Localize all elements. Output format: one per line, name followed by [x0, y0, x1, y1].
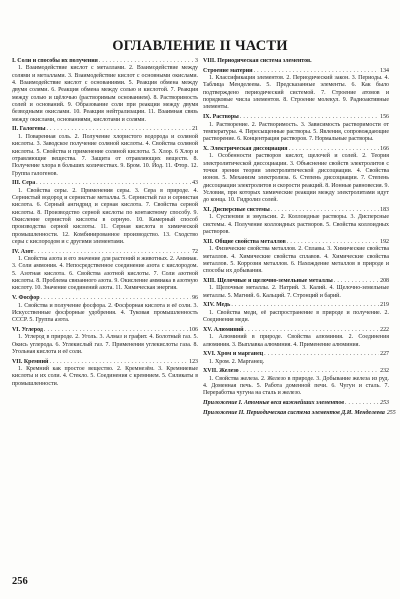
toc-entry — [12, 359, 198, 388]
toc-entry — [203, 278, 389, 300]
chapter-page-number: 134 — [380, 67, 389, 74]
toc-entry-heading-line — [203, 68, 389, 75]
chapter-sections: 1. Кремний как простое вещество. 2. Кремнезём. 3. Кремниевые кислоты и их соли. 4. Стекло. 5. Соединения с кремнием. 5. Силикаты в промышленности. — [12, 366, 198, 387]
toc-entry-heading-line — [203, 58, 389, 65]
toc-entry-heading-line — [203, 368, 389, 375]
leader-dots — [231, 302, 379, 309]
chapter-title: XVI. Хром и марганец — [203, 351, 264, 358]
toc-right-column — [203, 58, 396, 420]
chapter-title: I. Соли и способы их получения — [12, 58, 98, 64]
chapter-title: Строение материи — [203, 67, 253, 74]
toc-left-column — [12, 58, 198, 391]
chapter-sections: 1. Алюминий в природе. Свойства алюминия. 2. Соединения алюминия. 3. Выплавка алюминия. 4. Применение алюминия. — [203, 334, 389, 348]
chapter-sections: 1. Взаимодействие кислот с металлами. 2. Взаимодействие между солями и металлами. 3. Взаимодействие кислот с основными окислами. 4. Взаимодействие кислот с основаниями. 5. Реакция обмена между двумя солями. 6. Реакция обмена между солью и кислотой. 7. Реакция между солью и щёлочью (растворимым основанием). 8. Растворимость солей и оснований. 9. Образование соли при реакции между двумя безводными окислами. 10. Реакция нейтрализации. 11. Взаимная связь между окислами, основаниями, кислотами и солями. — [12, 65, 198, 123]
chapter-page-number: 222 — [380, 326, 389, 333]
toc-entry-heading-line — [12, 295, 198, 302]
chapter-title: XV. Алюминий — [203, 326, 244, 333]
toc-entry-heading-line — [203, 302, 389, 309]
leader-dots — [240, 368, 379, 375]
chapter-page-number: 123 — [189, 358, 198, 365]
toc-entry-heading-line — [203, 114, 389, 121]
chapter-title: VI. Углерод — [12, 326, 43, 333]
chapter-title: V. Фосфор — [12, 295, 40, 302]
toc-entry-heading-line — [12, 180, 198, 187]
chapter-title: Приложение II. Периодическая система элементов Д.И. Менделеева — [203, 409, 385, 416]
chapter-page-number: 192 — [380, 238, 389, 245]
toc-entry-heading-line — [203, 409, 396, 417]
toc-entry — [12, 249, 198, 293]
chapter-page-number: 232 — [380, 368, 389, 375]
chapter-sections: 1. Свойства азота и его значение для растений и животных. 2. Аммиак. 3. Соли аммония. 4. Непосредственное соединение азота с кислородом. 5. Азотная кислота. 6. Свойства азотной кислоты. 7. Соли азотной кислоты. 8. Проблема связанного азота. 9. Окисление аммиака в азотную кислоту. 10. Значение соединений азота. 11. Химическая энергия. — [12, 256, 198, 292]
chapter-title: VIII. Периодическая система элементов. — [203, 58, 312, 64]
chapter-title: VII. Кремний — [12, 358, 49, 365]
chapter-sections: 1. Свойства железа. 2. Железо в природе. 3. Добывание железа из руд. 4. Доменная печь. 5. Работа доменной печи. 6. Чугун и сталь. 7. Переработка чугуна на сталь и железо. — [203, 375, 389, 397]
toc-entry — [203, 58, 389, 65]
chapter-title: Приложение I. Атомные веса важнейших элементов — [203, 400, 345, 407]
toc-entry — [12, 327, 198, 356]
chapter-sections: 1. Суспензии и эмульсии. 2. Коллоидные растворы. 3. Дисперсные системы. 4. Получение коллоидных растворов. 5. Свойства коллоидных растворов. — [203, 214, 389, 236]
chapter-sections: 1. Углерод в природе. 2. Уголь. 3. Алмаз и графит. 4. Болотный газ. 5. Окись углерода. 6. Углекислый газ. 7. Применения углекислоты газа. 8. Угольная кислота и её соли. — [12, 334, 198, 356]
toc-entry-heading-line — [203, 351, 389, 358]
toc-entry — [203, 327, 389, 349]
chapter-page-number: 183 — [380, 207, 389, 214]
leader-dots — [49, 359, 188, 366]
chapter-title: IV. Азот — [12, 248, 34, 255]
toc-entry — [203, 146, 389, 205]
toc-entry — [203, 409, 396, 417]
toc-entry-heading-line — [12, 249, 198, 256]
toc-entry — [12, 126, 198, 177]
toc-entry-heading-line — [203, 400, 389, 407]
leader-dots — [36, 180, 191, 187]
chapter-page-number: 255 — [386, 409, 396, 416]
leader-dots — [46, 126, 191, 133]
leader-dots — [271, 207, 379, 214]
toc-entry — [12, 295, 198, 324]
chapter-sections: 1. Хром. 2. Марганец. — [209, 358, 265, 365]
leader-dots — [254, 68, 380, 75]
page-title: ОГЛАВЛЕНИЕ II ЧАСТИ — [112, 38, 288, 54]
chapter-page-number: 156 — [380, 114, 389, 121]
chapter-sections: 1. Поваренная соль. 2. Получение хлористого водорода и соляной кислоты. 3. Заводское получение соляной кислоты. 4. Свойства соляной кислоты. 5. Свойства и применение соляной кислоты. 5. Хлор. 6 Хлор и отравляющие вещества. 7. Защита от отравляющих веществ. 8. Получение хлора в больших количествах. 9. Бром. 10. Йод. 11. Фтор. 12. Группа галогенов. — [12, 133, 198, 177]
chapter-sections: 1. Свойства серы. 2. Применения серы. 3. Сера в природе. 4. Сернистый водород и сернистые металлы. 5. Сернистый газ и сернистая кислота. 6. Серный ангидрид и серная кислота. 7. Свойства серной кислоты. 8. Производство серной кислоты по контактному способу. 9. Окисление сернистой кислоты в серную. 10. Камерный способ производства серной кислоты. 11. Серная кислота в химической промышленности. 12. Комбинированное производство. 13. Сходство серы с кислородом и с другими элементами. — [12, 187, 198, 246]
chapter-sections: 1. Физические свойства металлов. 2. Сплавы. 3. Химические свойства металлов. 4. Химические свойства сплавов. 4. Химические свойства металлов. 5. Коррозия металлов. 6. Нахождение металлов в природе и способы их добывания. — [203, 246, 389, 275]
toc-entry — [12, 58, 198, 124]
chapter-title: II. Галогены — [12, 126, 46, 133]
chapter-page-number: 21 — [192, 126, 198, 133]
chapter-page-number: 166 — [380, 145, 389, 152]
chapter-title: XI. Дисперсные системы — [203, 207, 270, 214]
leader-dots — [240, 114, 379, 121]
toc-entry-heading-line — [12, 359, 198, 366]
leader-dots — [345, 400, 379, 407]
chapter-sections: 1. Свойства меди, её распространение в природе и получение. 2. Соединения меди. — [203, 309, 389, 324]
leader-dots — [34, 249, 191, 256]
toc-entry — [203, 351, 389, 366]
chapter-page-number: 3 — [195, 58, 198, 64]
chapter-title: XVII. Железо — [203, 368, 239, 375]
toc-entry-heading-line — [203, 207, 389, 214]
toc-entry — [203, 302, 389, 324]
chapter-page-number: 96 — [192, 295, 198, 302]
chapter-page-number: 72 — [192, 248, 198, 255]
page-number: 256 — [12, 576, 28, 587]
leader-dots — [41, 295, 192, 302]
leader-dots — [264, 351, 379, 358]
chapter-sections: 1. Классификация элементов. 2. Периодический закон. 3. Периоды. 4. Таблица Менделеева. 5. Предсказанные элементы. 6. Как было подтверждено периодический системой. 7. Строение атомов и порядковые числа элементов. 8. Строение молекул. 9. Радиоактивные элементы. — [203, 75, 389, 111]
chapter-title: X. Электрическая диссоциация — [203, 145, 288, 152]
chapter-title: III. Сера — [12, 180, 36, 187]
chapter-page-number: 43 — [192, 180, 198, 187]
toc-entry — [203, 239, 389, 276]
toc-entry — [203, 368, 389, 397]
toc-entry — [203, 207, 389, 236]
chapter-sections: 1. Особенности растворов кислот, щелочей и солей. 2. Теория электролитической диссоциации. 3. Объяснение свойств электролитов с точки зрения теории электролитической диссоциации. 4. Свойства ионов. 5. Механизм электролиза. 6. Степень диссоциации. 7. Степень диссоциации электролитов и скорости реакций. 8. Ионные равновесия. 9. Условия, при которых химические реакции между электролитами идут до конца. 10. Гидролиз солей. — [203, 153, 389, 204]
toc-entry — [203, 400, 389, 407]
toc-entry — [203, 114, 389, 143]
toc-entry — [203, 68, 389, 112]
toc-entry — [12, 180, 198, 246]
chapter-sections: 1. Щелочные металлы. 2. Натрий. 3. Калий. 4. Щелочно-земельные металлы. 5. Магний. 6. Кальций. 7. Стронций и барий. — [203, 285, 389, 299]
chapter-sections: 1. Растворение. 2. Растворимость. 3. Зависимость растворимости от температуры. 4. Пересыщенные растворы. 5. Явления, сопровождающие растворение. 6. Концентрация растворов. 7. Нормальные растворы. — [203, 121, 389, 143]
chapter-title: XII. Общие свойства металлов — [203, 238, 286, 245]
chapter-page-number: 227 — [380, 351, 389, 358]
chapter-title: XIII. Щелочные и щелочно-земельные металлы — [203, 277, 333, 284]
chapter-sections: 1. Свойства и получение фосфора. 2. Фосфорная кислота и её соли. 3. Искусственные фосфорные удобрения. 4. Туковая промышленность СССР. 5. Группа азота. — [12, 302, 198, 324]
chapter-page-number: 208 — [380, 277, 389, 284]
chapter-title: IX. Растворы — [203, 114, 239, 121]
chapter-title: XIV. Медь — [203, 302, 231, 309]
toc-entry-heading-line — [12, 126, 198, 133]
chapter-page-number: 253 — [380, 400, 389, 407]
chapter-page-number: 219 — [380, 302, 389, 309]
chapter-page-number: 106 — [189, 326, 198, 333]
